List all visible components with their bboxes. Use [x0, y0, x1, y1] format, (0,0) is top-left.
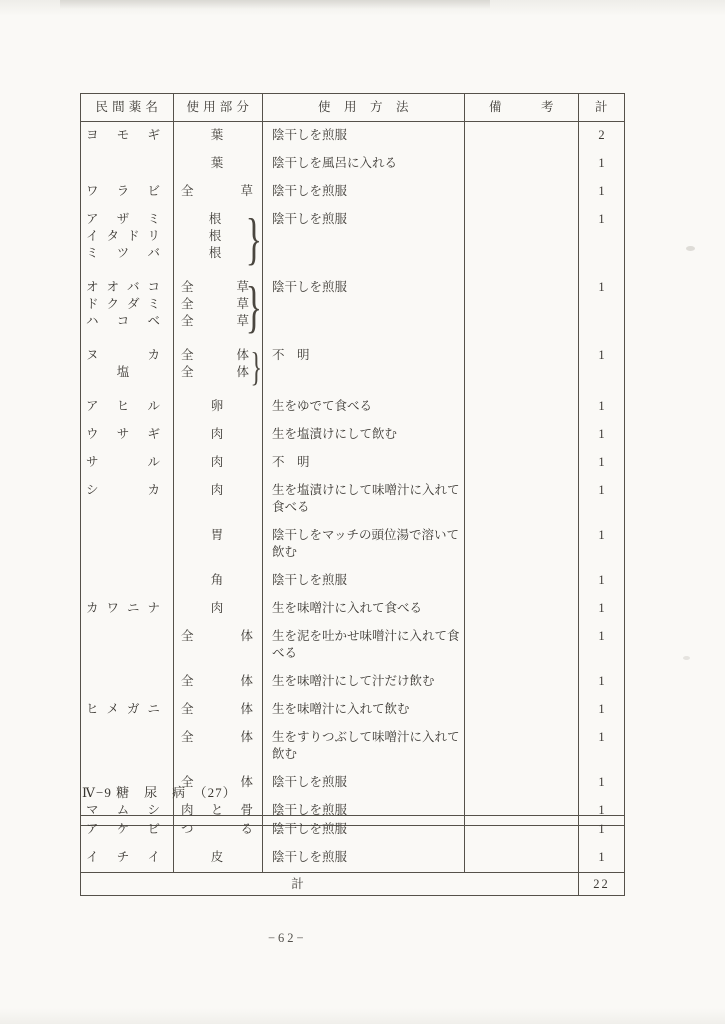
used-part [173, 696, 262, 724]
used-part [173, 150, 262, 178]
usage-method: 陰干しを煎服 [262, 769, 464, 797]
count: 1 [578, 342, 624, 393]
remarks [464, 122, 578, 150]
used-part-lines: 卵 [210, 399, 224, 413]
total-label: 計 [291, 877, 304, 891]
count: 1 [578, 567, 624, 595]
used-part-lines: 全 草 [181, 184, 253, 198]
used-part-lines: つ る [181, 822, 253, 836]
header-total: 計 [578, 94, 624, 121]
count: 1 [578, 393, 624, 421]
remarks [464, 274, 578, 342]
usage-method: 陰干しを煎服 [262, 274, 464, 342]
used-part [173, 844, 262, 872]
remarks [464, 393, 578, 421]
used-part [173, 393, 262, 421]
scan-smudge [60, 0, 490, 9]
used-part-lines: 肉 [210, 601, 224, 615]
used-part-lines: 肉 と 骨 [181, 803, 253, 817]
usage-method: 生を味噌汁にして汁だけ飲む [262, 668, 464, 696]
used-part-lines: 全 体 [181, 629, 253, 643]
folk-medicine-name [81, 567, 173, 595]
used-part [173, 816, 262, 844]
usage-method: 陰干しを煎服 [262, 816, 464, 844]
usage-method: 陰干しを煎服 [262, 178, 464, 206]
folk-medicine-name: ア ザ ミ イ タ ド リ ミ ツ バ [86, 212, 160, 260]
usage-method: 生をゆでて食べる [262, 393, 464, 421]
used-part-lines: 葉 [210, 156, 224, 170]
usage-method: 陰干しをマッチの頭位湯で溶いて飲む [262, 522, 464, 567]
count: 1 [578, 696, 624, 724]
usage-method: 陰干しを煎服 [262, 797, 464, 825]
page-number: −62− [268, 931, 307, 945]
total-row [81, 872, 624, 895]
table-header-row [81, 94, 624, 122]
table-row [81, 342, 624, 393]
count: 1 [578, 274, 624, 342]
group-brace-icon: } [245, 276, 262, 339]
usage-method: 生を泥を吐かせ味噌汁に入れて食べる [262, 623, 464, 668]
folk-medicine-name: ア ヒ ル [86, 399, 160, 413]
group-brace-icon: } [245, 208, 262, 271]
count: 1 [578, 724, 624, 769]
table-row [81, 477, 624, 522]
count: 2 [578, 122, 624, 150]
table-row [81, 595, 624, 623]
remarks [464, 668, 578, 696]
table-row [81, 122, 624, 150]
usage-method: 不 明 [262, 342, 464, 393]
usage-method: 陰干しを風呂に入れる [262, 150, 464, 178]
section-title: Ⅳ−9 糖 尿 病 （27） [82, 785, 237, 800]
folk-medicine-name [81, 668, 173, 696]
usage-method: 不 明 [262, 449, 464, 477]
usage-method: 生を塩漬けにして飲む [262, 421, 464, 449]
diabetes-table [80, 815, 625, 896]
used-part [173, 595, 262, 623]
table-row [81, 567, 624, 595]
count: 1 [578, 623, 624, 668]
count: 1 [578, 797, 624, 825]
count: 1 [578, 769, 624, 797]
folk-medicine-name: シ カ [86, 483, 160, 497]
remarks [464, 150, 578, 178]
used-part-lines: 葉 [210, 128, 224, 142]
folk-medicine-name [81, 623, 173, 668]
count: 1 [578, 449, 624, 477]
used-part-lines: 全 体 [181, 730, 253, 744]
table-row [81, 206, 624, 274]
table-row [81, 724, 624, 769]
used-part-lines: 肉 [210, 455, 224, 469]
remarks [464, 595, 578, 623]
usage-method: 陰干しを煎服 [262, 122, 464, 150]
header-folk-medicine-name: 民 間 薬 名 [95, 100, 159, 114]
used-part-lines: 全 草 全 草 全 草 [181, 280, 249, 328]
folk-medicine-table [80, 93, 625, 826]
header-used-part: 使 用 部 分 [173, 94, 262, 121]
folk-medicine-name: ワ ラ ビ [86, 184, 160, 198]
table-row [81, 150, 624, 178]
count: 1 [578, 522, 624, 567]
table-row [81, 393, 624, 421]
count: 1 [578, 595, 624, 623]
folk-medicine-name: イ チ イ [86, 850, 160, 864]
table-row [81, 274, 624, 342]
scan-speck [686, 246, 695, 251]
remarks [464, 816, 578, 844]
remarks [464, 449, 578, 477]
usage-method: 生をすりつぶして味噌汁に入れて飲む [262, 724, 464, 769]
used-part-lines: 全 体 [181, 702, 253, 716]
total-value: 22 [578, 873, 624, 895]
folk-medicine-name: ア ケ ビ [86, 822, 160, 836]
used-part-lines: 肉 [210, 427, 224, 441]
folk-medicine-name: マ ム シ [86, 803, 160, 817]
used-part [173, 522, 262, 567]
table1-body [81, 122, 624, 825]
count: 1 [578, 206, 624, 274]
table-row [81, 178, 624, 206]
used-part [173, 122, 262, 150]
folk-medicine-name: サ ル [86, 455, 160, 469]
remarks [464, 696, 578, 724]
used-part-lines: 肉 [210, 483, 224, 497]
remarks [464, 844, 578, 872]
folk-medicine-name: ウ サ ギ [86, 427, 160, 441]
used-part [173, 567, 262, 595]
table-row [81, 668, 624, 696]
used-part-lines: 皮 [210, 850, 224, 864]
folk-medicine-name [81, 522, 173, 567]
folk-medicine-name: カ ワ ニ ナ [86, 601, 160, 615]
table-row [81, 816, 624, 844]
remarks [464, 421, 578, 449]
table2-body [81, 816, 624, 872]
usage-method: 陰干しを煎服 [262, 567, 464, 595]
count: 1 [578, 816, 624, 844]
used-part [173, 274, 262, 342]
used-part [173, 668, 262, 696]
used-part [173, 206, 262, 274]
header-usage-method: 使 用 方 法 [262, 94, 464, 121]
folk-medicine-name: ヨ モ ギ [86, 128, 160, 142]
count: 1 [578, 150, 624, 178]
remarks [464, 522, 578, 567]
table-row [81, 623, 624, 668]
count: 1 [578, 178, 624, 206]
remarks [464, 342, 578, 393]
table-row [81, 421, 624, 449]
folk-medicine-name [81, 724, 173, 769]
used-part-lines: 全 体 全 体 [181, 348, 249, 379]
used-part [173, 449, 262, 477]
count: 1 [578, 844, 624, 872]
remarks [464, 206, 578, 274]
folk-medicine-name: ヒ メ ガ ニ [86, 702, 160, 716]
used-part-lines: 根 根 根 [208, 212, 222, 260]
usage-method: 生を塩漬けにして味噌汁に入れて食べる [262, 477, 464, 522]
count: 1 [578, 668, 624, 696]
usage-method: 陰干しを煎服 [262, 206, 464, 274]
remarks [464, 567, 578, 595]
used-part [173, 477, 262, 522]
remarks [464, 769, 578, 797]
table-row [81, 696, 624, 724]
used-part [173, 421, 262, 449]
count: 1 [578, 477, 624, 522]
remarks [464, 724, 578, 769]
usage-method: 陰干しを煎服 [262, 844, 464, 872]
remarks [464, 477, 578, 522]
table-row [81, 522, 624, 567]
used-part-lines: 胃 [210, 528, 224, 542]
group-brace-icon: } [250, 344, 262, 389]
used-part-lines: 角 [210, 573, 224, 587]
used-part [173, 178, 262, 206]
used-part [173, 342, 262, 393]
folk-medicine-name [81, 150, 173, 178]
header-remarks: 備 考 [464, 94, 578, 121]
used-part [173, 623, 262, 668]
used-part [173, 724, 262, 769]
usage-method: 生を味噌汁に入れて飲む [262, 696, 464, 724]
table-row [81, 449, 624, 477]
remarks [464, 178, 578, 206]
remarks [464, 623, 578, 668]
usage-method: 生を味噌汁に入れて食べる [262, 595, 464, 623]
table-row [81, 844, 624, 872]
scan-speck [683, 656, 690, 660]
used-part-lines: 全 体 [181, 775, 253, 789]
used-part-lines: 全 体 [181, 674, 253, 688]
folk-medicine-name: オ オ バ コ ド ク ダ ミ ハ コ ベ [86, 280, 160, 328]
count: 1 [578, 421, 624, 449]
folk-medicine-name: ヌ カ 塩 [86, 348, 160, 379]
